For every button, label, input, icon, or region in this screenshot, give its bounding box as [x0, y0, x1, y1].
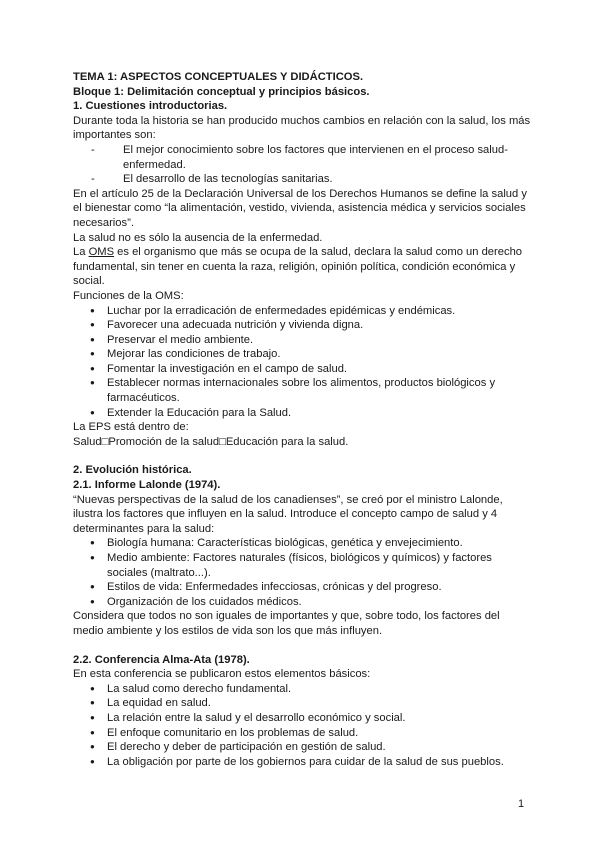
subsection-heading: 2.2. Conferencia Alma-Ata (1978).: [73, 653, 250, 666]
paragraph: Durante toda la historia se han producido muchos cambios en relación con la salud, los más importantes son:: [73, 114, 531, 142]
determinants-list: [73, 536, 533, 609]
paragraph: Funciones de la OMS:: [73, 289, 184, 302]
text: es el organismo que más se ocupa de la salud, declara la salud como un derecho fundamental, sin tener en cuenta la raza, religión, opinión política, condición económica y social.: [73, 246, 523, 288]
list-item: ● Fomentar la investigación en el campo de salud.: [107, 362, 533, 377]
list-item: ● Preservar el medio ambiente.: [107, 333, 533, 348]
list-item: ● Biología humana: Características biológicas, genética y envejecimiento.: [107, 536, 533, 551]
list-item: ● La salud como derecho fundamental.: [107, 682, 533, 697]
list-item: ● Organización de los cuidados médicos.: [107, 595, 533, 610]
section-heading: 2. Evolución histórica.: [73, 464, 192, 477]
text: La: [73, 246, 89, 259]
list-item: ● El enfoque comunitario en los problemas de salud.: [107, 726, 533, 741]
paragraph: Considera que todos no son iguales de importantes y que, sobre todo, los factores del medio ambiente y los estilos de vida son los que más influyen.: [73, 610, 500, 637]
page-title: TEMA 1: ASPECTOS CONCEPTUALES Y DIDÁCTICOS.: [73, 71, 364, 83]
subsection-heading: 2.1. Informe Lalonde (1974).: [73, 479, 221, 492]
dash-list: [73, 143, 533, 187]
paragraph: La salud no es sólo la ausencia de la enfermedad.: [73, 231, 323, 244]
functions-list: [73, 304, 533, 421]
elements-list: [73, 682, 533, 770]
block-title: Bloque 1: Delimitación conceptual y principios básicos.: [73, 85, 370, 98]
page-number: 1: [518, 798, 525, 810]
list-item: ● El derecho y deber de participación en gestión de salud.: [107, 740, 533, 755]
paragraph: En el artículo 25 de la Declaración Universal de los Derechos Humanos se define la salud y el bienestar como “la alimentación, vestido, vivienda, asistencia médica y servicios sociales necesarios”.: [73, 187, 527, 229]
list-item: ● La equidad en salud.: [107, 696, 533, 711]
list-item: ● La relación entre la salud y el desarrollo económico y social.: [107, 711, 533, 726]
list-item: - El desarrollo de las tecnologías sanitarias.: [107, 172, 533, 187]
list-item: ● Favorecer una adecuada nutrición y vivienda digna.: [107, 318, 533, 333]
list-item: ● Mejorar las condiciones de trabajo.: [107, 347, 533, 362]
oms-link[interactable]: OMS: [88, 246, 115, 259]
paragraph: Salud□Promoción de la salud□Educación para la salud.: [73, 435, 349, 448]
list-item: ● Establecer normas internacionales sobre los alimentos, productos biológicos y farmacéuticos.: [107, 376, 533, 405]
list-item: ● Luchar por la erradicación de enfermedades epidémicas y endémicas.: [107, 304, 533, 319]
list-item: ● Estilos de vida: Enfermedades infecciosas, crónicas y del progreso.: [107, 580, 533, 595]
list-item: ● Extender la Educación para la Salud.: [107, 406, 533, 421]
paragraph: La EPS está dentro de:: [73, 421, 189, 434]
paragraph: [73, 245, 533, 289]
list-item: ● La obligación por parte de los gobiernos para cuidar de la salud de sus pueblos.: [107, 755, 533, 770]
paragraph: En esta conferencia se publicaron estos elementos básicos:: [73, 668, 371, 681]
list-item: - El mejor conocimiento sobre los factores que intervienen en el proceso salud-enfermedad.: [107, 143, 533, 172]
section-heading: 1. Cuestiones introductorias.: [73, 100, 228, 113]
document-page: [73, 70, 533, 769]
paragraph: “Nuevas perspectivas de la salud de los canadienses”, se creó por el ministro Lalonde, ilustra los factores que influyen en la salud. Introduce el concepto campo de salud y 4 determinantes para la salud:: [73, 493, 503, 535]
list-item: ● Medio ambiente: Factores naturales (físicos, biológicos y químicos) y factores sociales (maltrato...).: [107, 551, 533, 580]
